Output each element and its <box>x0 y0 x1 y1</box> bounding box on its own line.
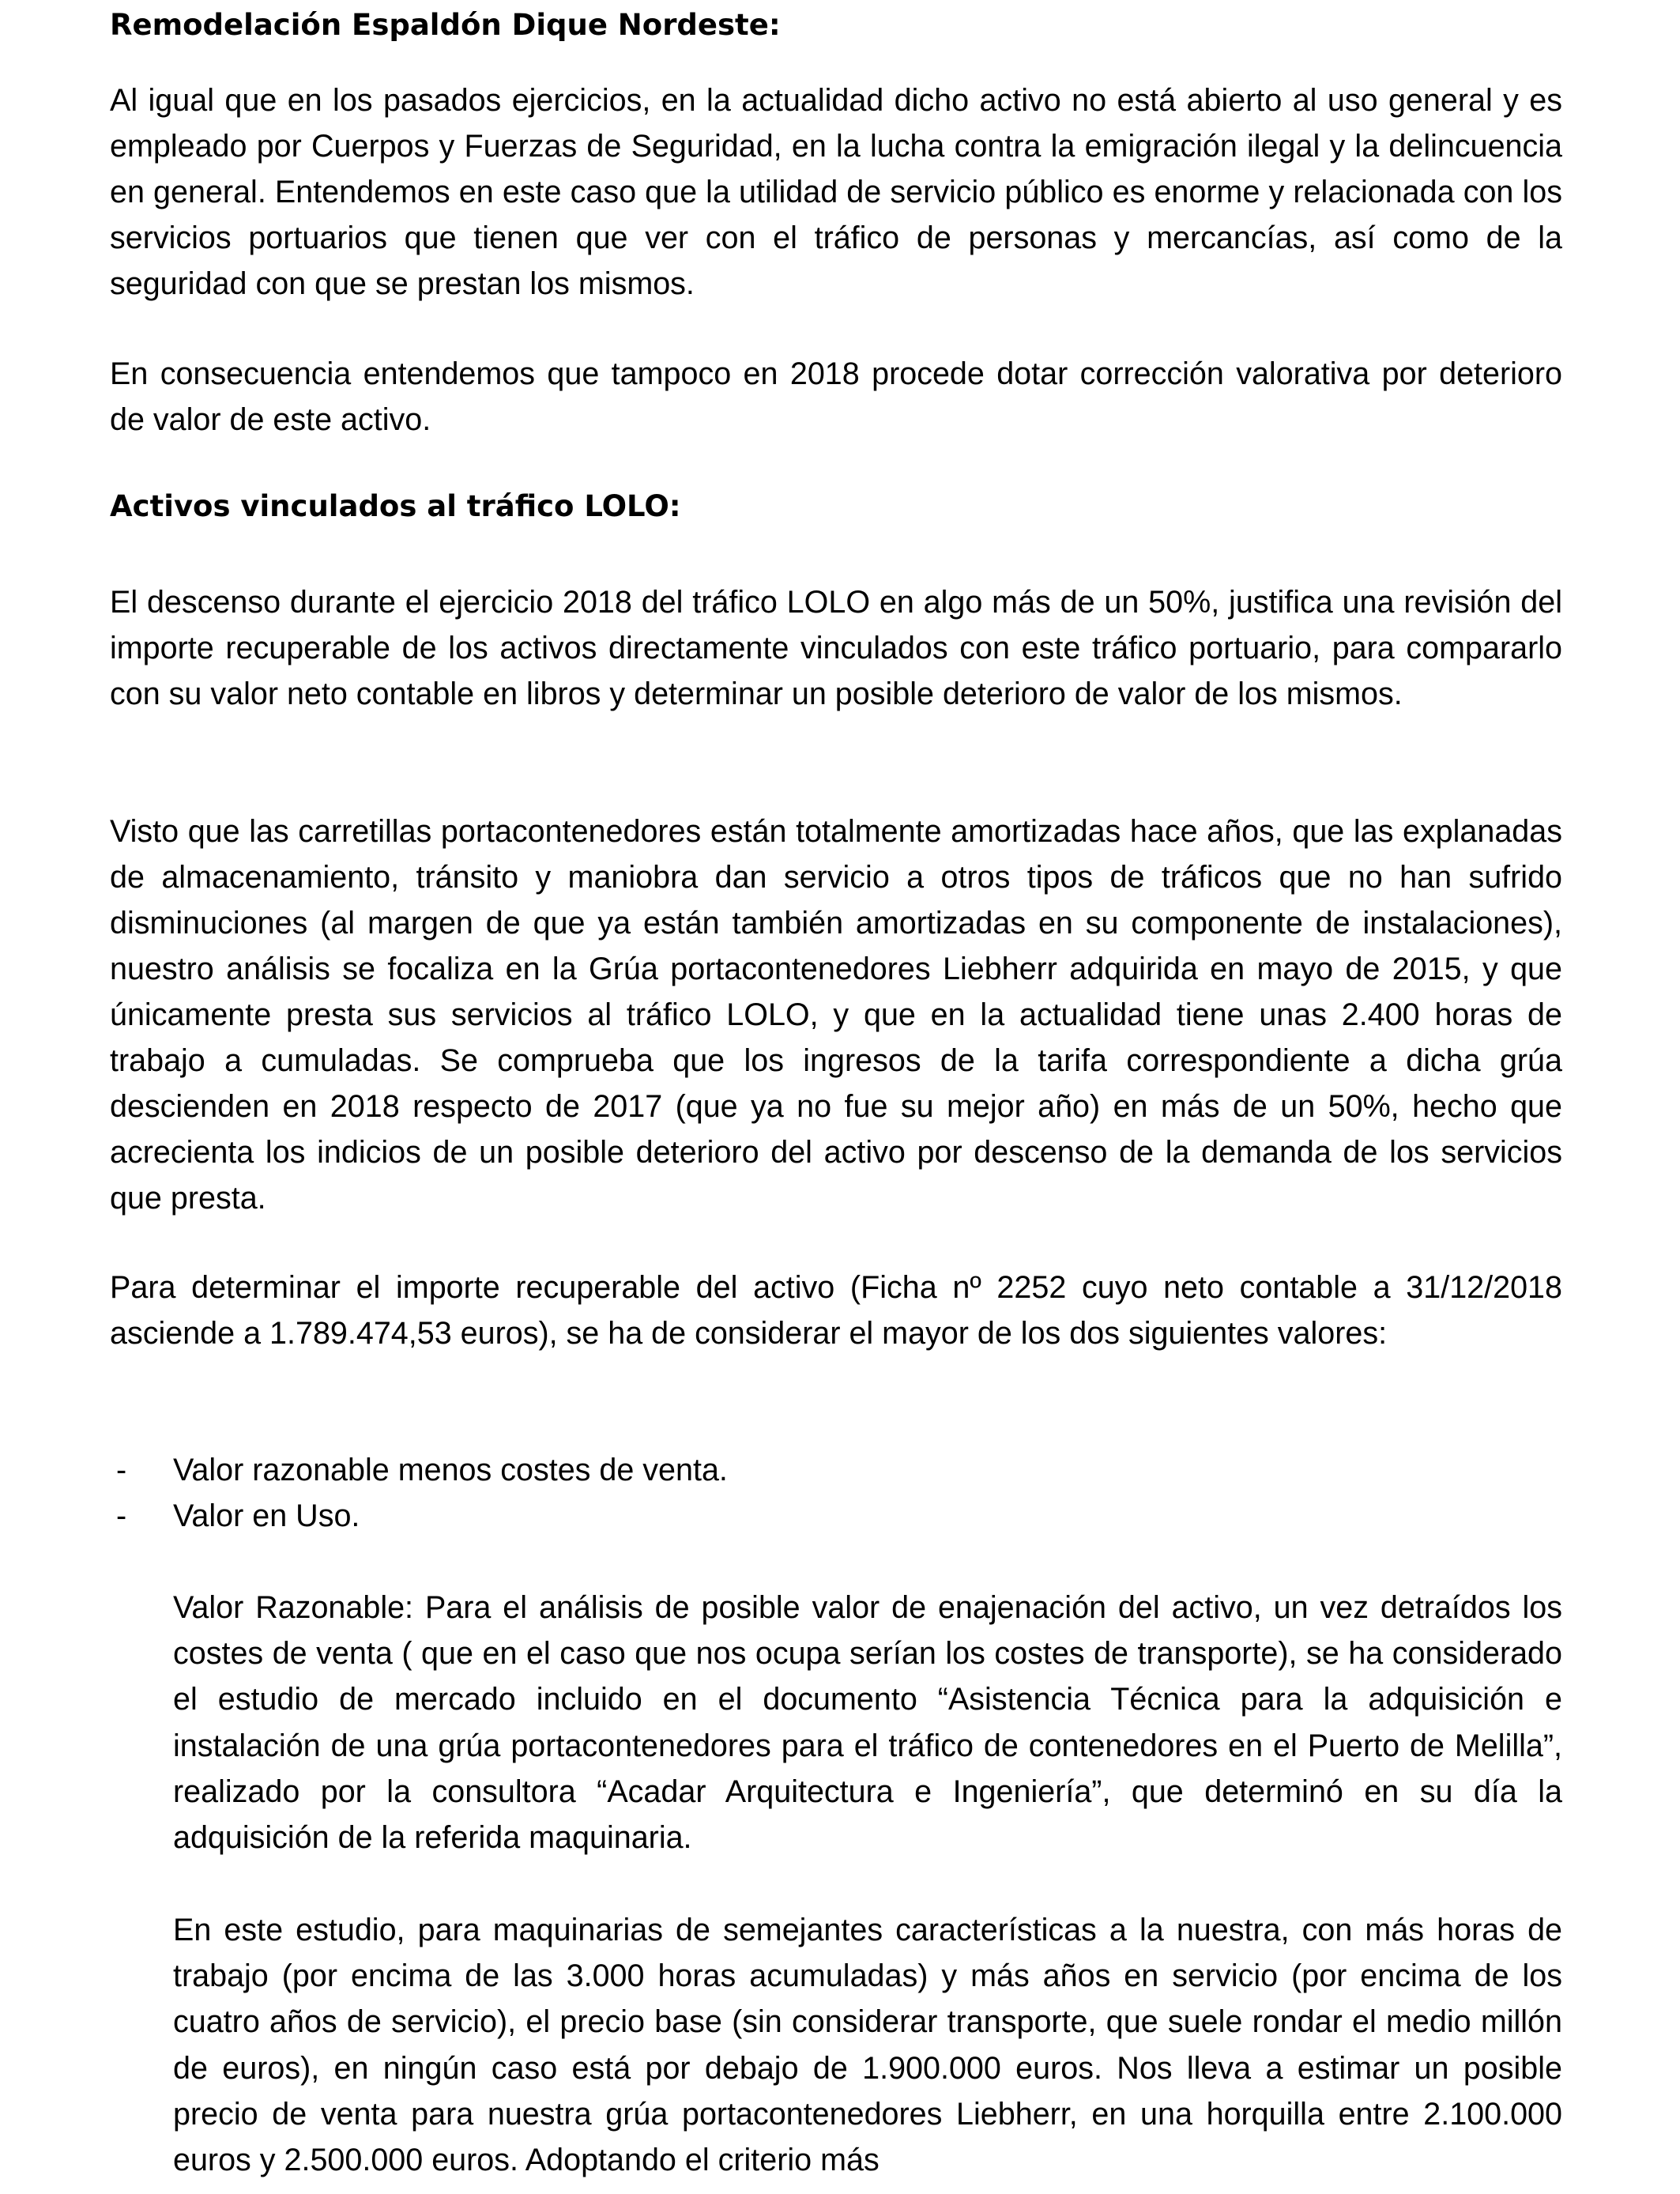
value-list <box>110 1447 1562 1539</box>
paragraph-2: En consecuencia entendemos que tampoco en 2018 procede dotar corrección valorativa por deterioro de valor de este activo. <box>110 356 1562 437</box>
list-item-text: Valor en Uso. <box>173 1498 360 1533</box>
paragraph-1: Al igual que en los pasados ejercicios, en la actualidad dicho activo no está abierto al uso general y es empleado por Cuerpos y Fuerzas de Seguridad, en la lucha contra la emigración ilegal y la delincuencia en general. Entendemos en este caso que la utilidad de servicio público es enorme y relacionada con los servicios portuarios que tienen que ver con el tráfico de personas y mercancías, así como de la seguridad con que se prestan los mismos. <box>110 83 1562 301</box>
list-item-text: Valor razonable menos costes de venta. <box>173 1453 728 1487</box>
paragraph-valor-razonable: Valor Razonable: Para el análisis de posible valor de enajenación del activo, un vez detraídos los costes de venta ( que en el caso que nos ocupa serían los costes de transporte), se ha considerado el estudio de mercado incluido en el documento “Asistencia Técnica para la adquisición e instalación de una grúa portacontenedores para el tráfico de contenedores en el Puerto de Melilla”, realizado por la consultora “Acadar Arquitectura e Ingeniería”, que determinó en su día la adquisición de la referida maquinaria. <box>173 1590 1562 1856</box>
paragraph-estudio: En este estudio, para maquinarias de semejantes características a la nuestra, con más horas de trabajo (por encima de las 3.000 horas acumuladas) y más años en servicio (por encima de los cuatro años de servicio), el precio base (sin considerar transporte, que suele rondar el medio millón de euros), en ningún caso está por debajo de 1.900.000 euros. Nos lleva a estimar un posible precio de venta para nuestra grúa portacontenedores Liebherr, en una horquilla entre 2.100.000 euros y 2.500.000 euros. Adoptando el criterio más <box>173 1913 1562 2178</box>
section-heading-remodelacion: Remodelación Espaldón Dique Nordeste: <box>110 8 781 42</box>
list-item <box>110 1447 1562 1493</box>
paragraph-4: Visto que las carretillas portacontenedores están totalmente amortizadas hace años, que las explanadas de almacenamiento, tránsito y maniobra dan servicio a otros tipos de tráficos que no han sufrido disminuciones (al margen de que ya están también amortizadas en su componente de instalaciones), nuestro análisis se focaliza en la Grúa portacontenedores Liebherr adquirida en mayo de 2015, y que únicamente presta sus servicios al tráfico LOLO, y que en la actualidad tiene unas 2.400 horas de trabajo a cumuladas. Se comprueba que los ingresos de la tarifa correspondiente a dicha grúa descienden en 2018 respecto de 2017 (que ya no fue su mejor año) en más de un 50%, hecho que acrecienta los indicios de un posible deterioro del activo por descenso de la demanda de los servicios que presta. <box>110 814 1562 1216</box>
section-heading-activos-lolo: Activos vinculados al tráfico LOLO: <box>110 489 681 523</box>
list-bullet: - <box>116 1453 127 1487</box>
list-bullet: - <box>116 1498 127 1533</box>
paragraph-3: El descenso durante el ejercicio 2018 del tráfico LOLO en algo más de un 50%, justifica una revisión del importe recuperable de los activos directamente vinculados con este tráfico portuario, para compararlo con su valor neto contable en libros y determinar un posible deterioro de valor de los mismos. <box>110 585 1562 711</box>
paragraph-5: Para determinar el importe recuperable del activo (Ficha nº 2252 cuyo neto contable a 31/12/2018 asciende a 1.789.474,53 euros), se ha de considerar el mayor de los dos siguientes valores: <box>110 1270 1562 1351</box>
list-item <box>110 1493 1562 1539</box>
